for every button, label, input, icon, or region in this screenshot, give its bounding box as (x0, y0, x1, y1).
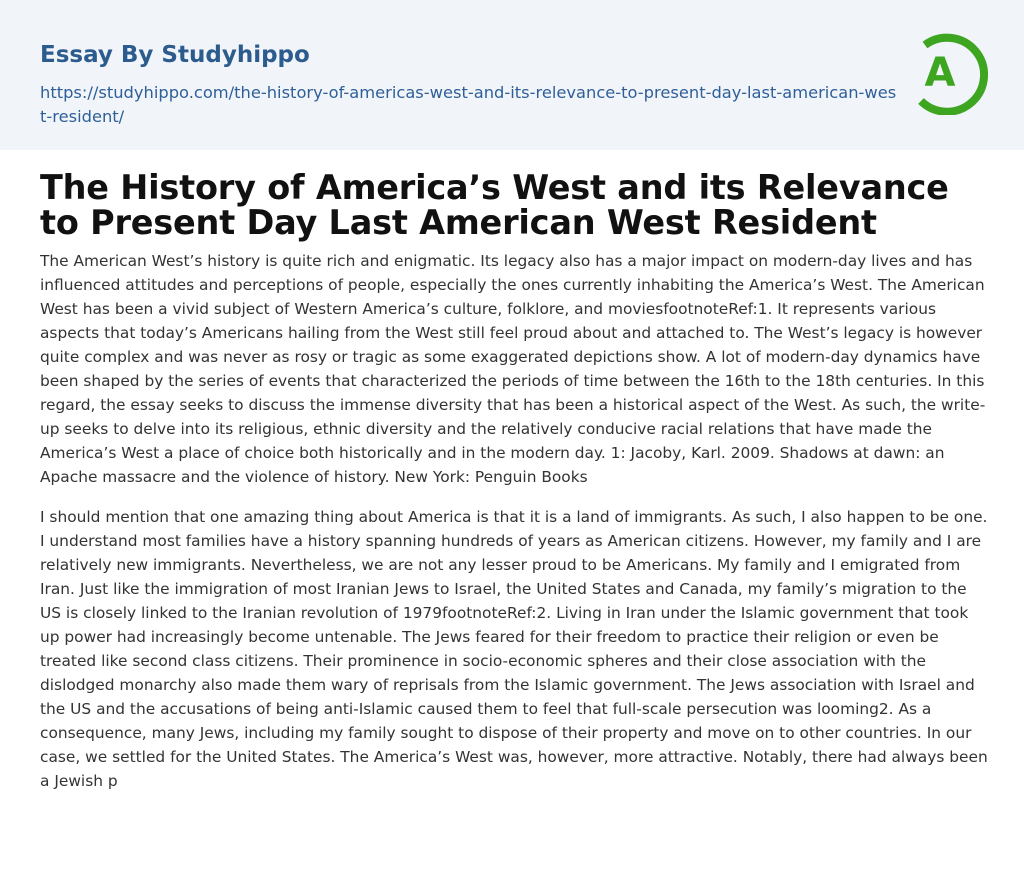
essay-url-link[interactable]: https://studyhippo.com/the-history-of-americas-west-and-its-relevance-to-present-day-last-american-west-resident/ (40, 83, 897, 126)
page-header (0, 0, 1024, 150)
essay-body (40, 249, 990, 809)
site-brand[interactable]: Essay By Studyhippo (40, 42, 310, 68)
studyhippo-logo-icon[interactable] (906, 29, 988, 115)
logo-letter: A (924, 50, 956, 96)
essay-title: The History of America’s West and its Relevance to Present Day Last American West Resident (40, 168, 949, 242)
essay-paragraph: I should mention that one amazing thing about America is that it is a land of immigrants. As such, I also happen to be one. I understand most families have a history spanning hundreds of years as American citizens. However, my family and I are relatively new immigrants. Nevertheless, we are not any lesser proud to be Americans. My family and I emigrated from Iran. Just like the immigration of most Iranian Jews to Israel, the United States and Canada, my family’s migration to the US is closely linked to the Iranian revolution of 1979footnoteRef:2. Living in Iran under the Islamic government that took up power had increasingly become untenable. The Jews feared for their freedom to practice their religion or even be treated like second class citizens. Their prominence in socio-economic spheres and their close association with the dislodged monarchy also made them wary of reprisals from the Islamic government. The Jews association with Israel and the US and the accusations of being anti-Islamic caused them to feel that full-scale persecution was looming2. As a consequence, many Jews, including my family sought to dispose of their property and move on to other countries. In our case, we settled for the United States. The America’s West was, however, more attractive. Notably, there had always been a Jewish p (40, 508, 988, 790)
essay-paragraph: The American West’s history is quite rich and enigmatic. Its legacy also has a major impact on modern-day lives and has influenced attitudes and perceptions of people, especially the ones currently inhabiting the America’s West. The American West has been a vivid subject of Western America’s culture, folklore, and moviesfootnoteRef:1. It represents various aspects that today’s Americans hailing from the West still feel proud about and attached to. The West’s legacy is however quite complex and was never as rosy or tragic as some exaggerated depictions show. A lot of modern-day dynamics have been shaped by the series of events that characterized the periods of time between the 16th to the 18th centuries. In this regard, the essay seeks to discuss the immense diversity that has been a historical aspect of the West. As such, the write-up seeks to delve into its religious, ethnic diversity and the relatively conducive racial relations that have made the America’s West a place of choice both historically and in the modern day. 1: Jacoby, Karl. 2009. Shadows at dawn: an Apache massacre and the violence of history. New York: Penguin Books (40, 252, 986, 486)
